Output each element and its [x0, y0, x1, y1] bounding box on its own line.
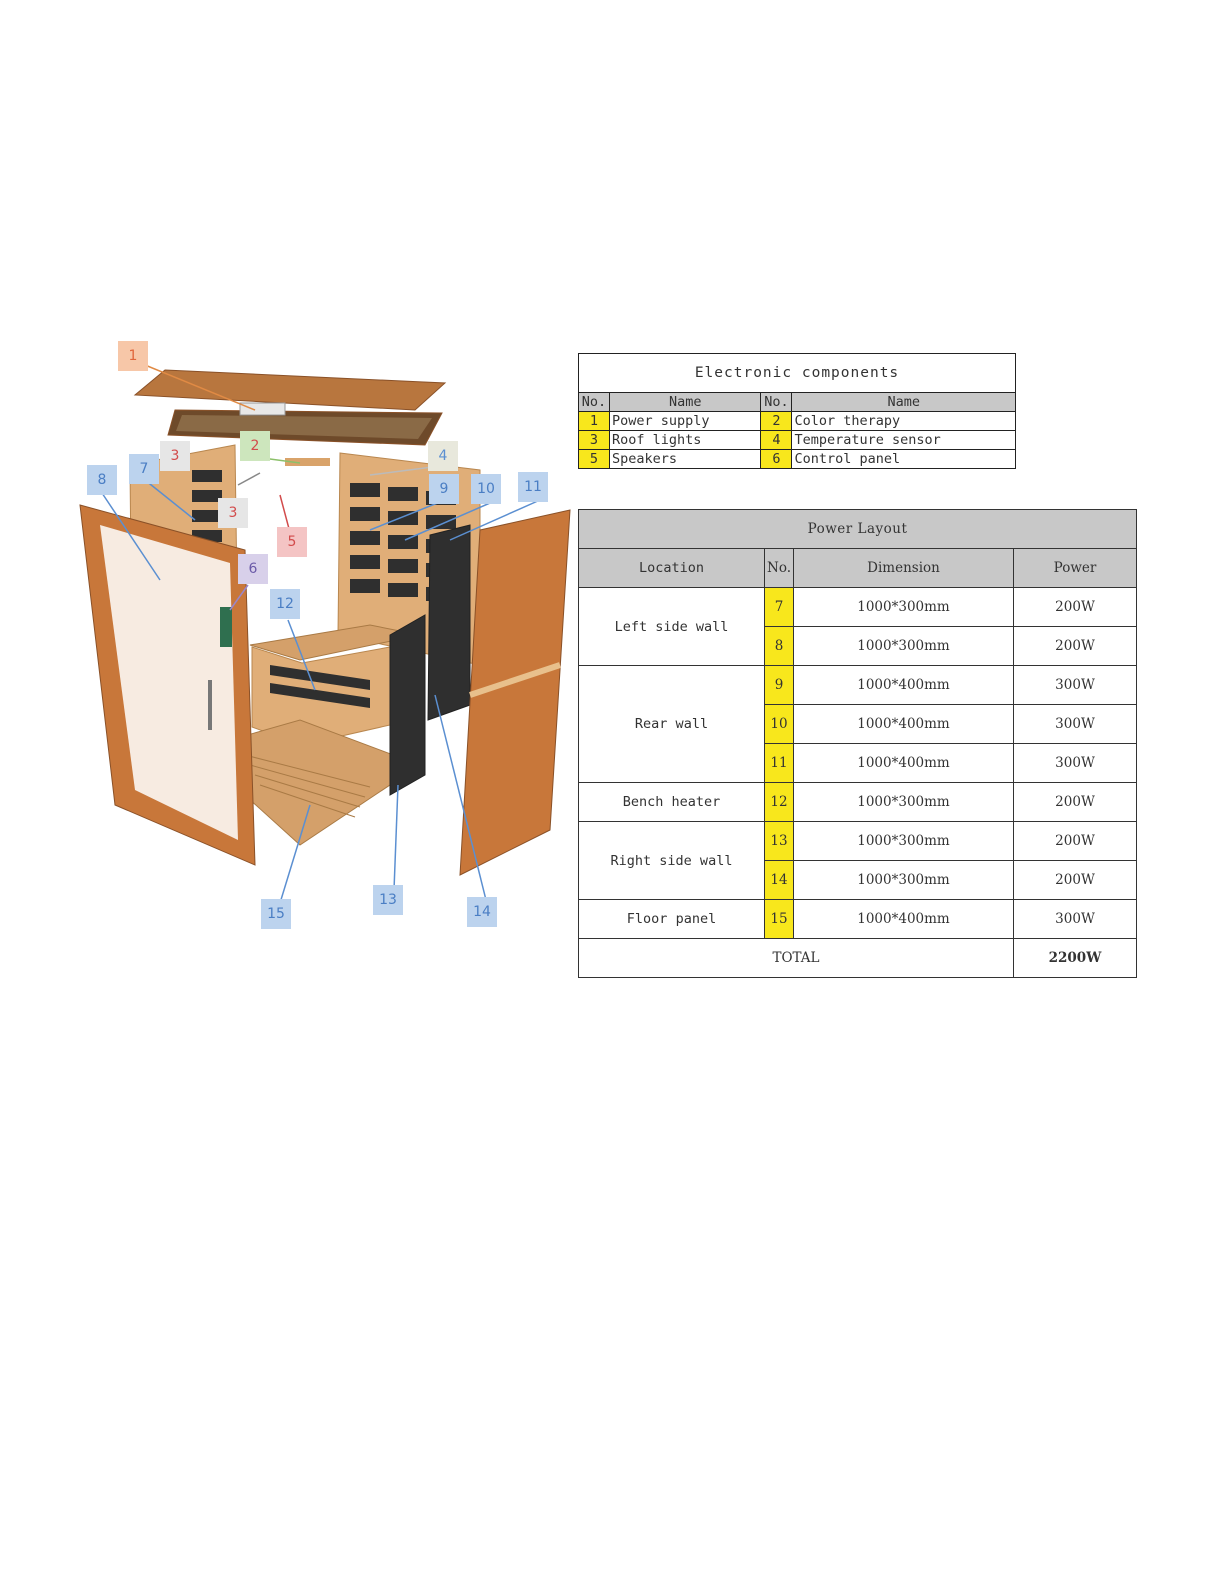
heater-number: 10 [765, 705, 794, 744]
col-location: Location [579, 549, 765, 588]
dimension-cell: 1000*400mm [794, 744, 1014, 783]
callout-label-12: 12 [270, 589, 300, 619]
power-supply-box [240, 403, 285, 415]
power-cell: 200W [1014, 861, 1137, 900]
table-header-row [579, 549, 1137, 588]
table-row [579, 450, 1016, 469]
heater-number: 9 [765, 666, 794, 705]
dimension-cell: 1000*300mm [794, 588, 1014, 627]
col-dimension: Dimension [794, 549, 1014, 588]
callout-label-15: 15 [261, 899, 291, 929]
power-layout-table [578, 509, 1137, 978]
power-cell: 200W [1014, 588, 1137, 627]
electronic-components-table [578, 353, 1016, 469]
roof-top-panel [135, 370, 445, 410]
callout-label-4: 4 [428, 441, 458, 471]
component-number: 5 [579, 450, 610, 469]
heater-number: 12 [765, 783, 794, 822]
callout-label-11: 11 [518, 472, 548, 502]
power-cell: 300W [1014, 744, 1137, 783]
table-row [579, 822, 1137, 861]
control-panel [220, 607, 232, 647]
callout-label-10: 10 [471, 474, 501, 504]
dimension-cell: 1000*300mm [794, 783, 1014, 822]
power-cell: 300W [1014, 666, 1137, 705]
component-number: 3 [579, 431, 610, 450]
power-cell: 300W [1014, 900, 1137, 939]
location-cell: Right side wall [579, 822, 765, 900]
callout-label-6: 6 [238, 554, 268, 584]
col-no: No. [579, 393, 610, 412]
callout-label-8: 8 [87, 465, 117, 495]
component-number: 2 [761, 412, 792, 431]
table-header-row [579, 393, 1016, 412]
power-cell: 200W [1014, 627, 1137, 666]
dimension-cell: 1000*300mm [794, 627, 1014, 666]
col-name: Name [792, 393, 1016, 412]
location-cell: Rear wall [579, 666, 765, 783]
heater-number: 7 [765, 588, 794, 627]
heater-number: 14 [765, 861, 794, 900]
heater-number: 15 [765, 900, 794, 939]
table-row [579, 412, 1016, 431]
col-no: No. [761, 393, 792, 412]
component-number: 4 [761, 431, 792, 450]
component-number: 6 [761, 450, 792, 469]
total-value: 2200W [1014, 939, 1137, 978]
dimension-cell: 1000*300mm [794, 861, 1014, 900]
callout-label-3: 3 [160, 441, 190, 471]
table-row [579, 431, 1016, 450]
callout-label-2: 2 [240, 431, 270, 461]
power-layout-title: Power Layout [579, 510, 1137, 549]
dimension-cell: 1000*400mm [794, 705, 1014, 744]
callout-label-1: 1 [118, 341, 148, 371]
component-name: Speakers [610, 450, 761, 469]
dimension-cell: 1000*400mm [794, 900, 1014, 939]
heater-number: 8 [765, 627, 794, 666]
component-name: Power supply [610, 412, 761, 431]
component-name: Roof lights [610, 431, 761, 450]
col-no: No. [765, 549, 794, 588]
dimension-cell: 1000*400mm [794, 666, 1014, 705]
location-cell: Left side wall [579, 588, 765, 666]
callout-label-9: 9 [429, 474, 459, 504]
callout-label-5: 5 [277, 527, 307, 557]
total-row [579, 939, 1137, 978]
table-row [579, 783, 1137, 822]
right-wall-heater-14 [428, 525, 470, 720]
right-wall-heater-13 [390, 615, 425, 795]
heater-number: 11 [765, 744, 794, 783]
callout-label-14: 14 [467, 897, 497, 927]
power-cell: 200W [1014, 822, 1137, 861]
component-name: Color therapy [792, 412, 1016, 431]
location-cell: Bench heater [579, 783, 765, 822]
callout-label-3: 3 [218, 498, 248, 528]
location-cell: Floor panel [579, 900, 765, 939]
sauna-exploded-diagram [70, 335, 575, 940]
table-row [579, 666, 1137, 705]
table-row [579, 900, 1137, 939]
heater-number: 13 [765, 822, 794, 861]
callout-label-13: 13 [373, 885, 403, 915]
power-cell: 200W [1014, 783, 1137, 822]
dimension-cell: 1000*300mm [794, 822, 1014, 861]
table-row [579, 588, 1137, 627]
callout-label-7: 7 [129, 454, 159, 484]
component-number: 1 [579, 412, 610, 431]
col-power: Power [1014, 549, 1137, 588]
total-label: TOTAL [579, 939, 1014, 978]
col-name: Name [610, 393, 761, 412]
component-name: Temperature sensor [792, 431, 1016, 450]
electronic-components-title: Electronic components [579, 354, 1016, 393]
power-cell: 300W [1014, 705, 1137, 744]
component-name: Control panel [792, 450, 1016, 469]
